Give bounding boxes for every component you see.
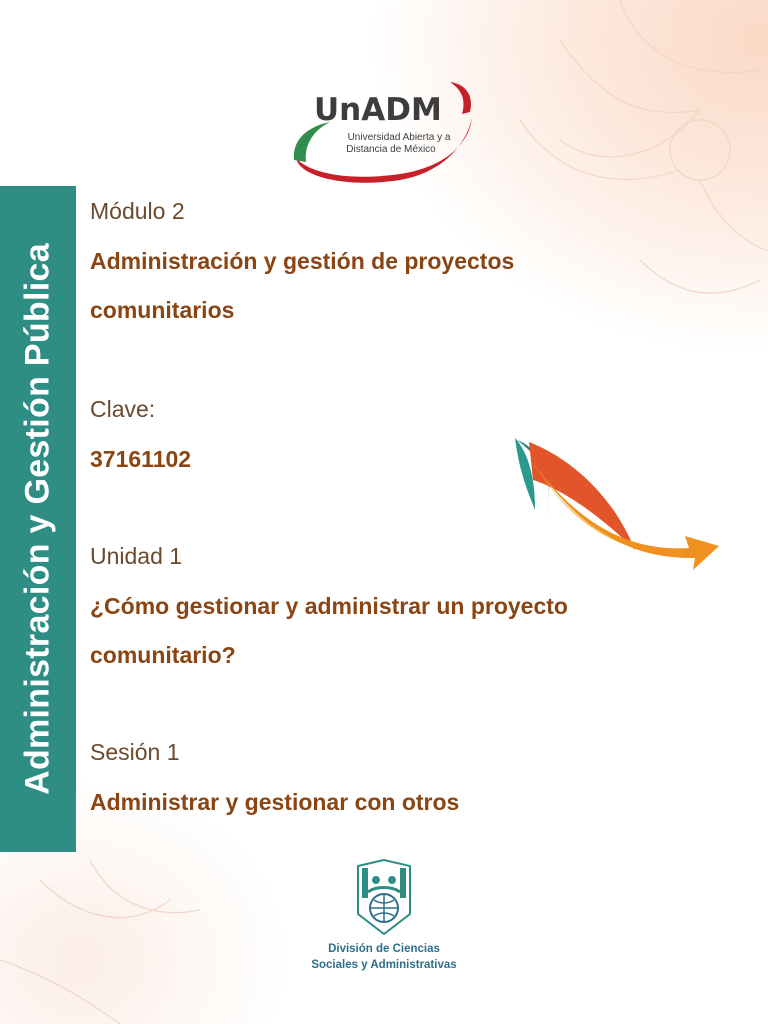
- unit-label: Unidad 1: [90, 543, 183, 569]
- division-name-line1: División de Ciencias: [328, 943, 440, 955]
- logo-title: UnADM: [314, 92, 442, 128]
- module-title-line2: comunitarios: [90, 297, 235, 323]
- key-value: 37161102: [90, 446, 192, 472]
- unadm-logo: [290, 78, 480, 188]
- module-label: Módulo 2: [90, 198, 185, 224]
- unit-title-line1: ¿Cómo gestionar y administrar un proyecto: [90, 593, 568, 619]
- unit-title-line2: comunitario?: [90, 642, 236, 668]
- sidebar-vertical-title: Administración y Gestión Pública: [18, 243, 57, 795]
- session-label: Sesión 1: [90, 739, 180, 765]
- division-emblem-icon: [348, 858, 420, 938]
- logo-subtitle-line1: Universidad Abierta y a: [347, 132, 451, 143]
- key-label: Clave:: [90, 396, 156, 422]
- arrow-graphic-icon: [505, 430, 725, 580]
- division-name-line2: Sociales y Administrativas: [311, 959, 457, 971]
- session-title: Administrar y gestionar con otros: [90, 789, 460, 815]
- module-title-line1: Administración y gestión de proyectos: [90, 248, 515, 274]
- division-logo: [296, 858, 472, 978]
- logo-subtitle-line2: Distancia de México: [346, 144, 436, 155]
